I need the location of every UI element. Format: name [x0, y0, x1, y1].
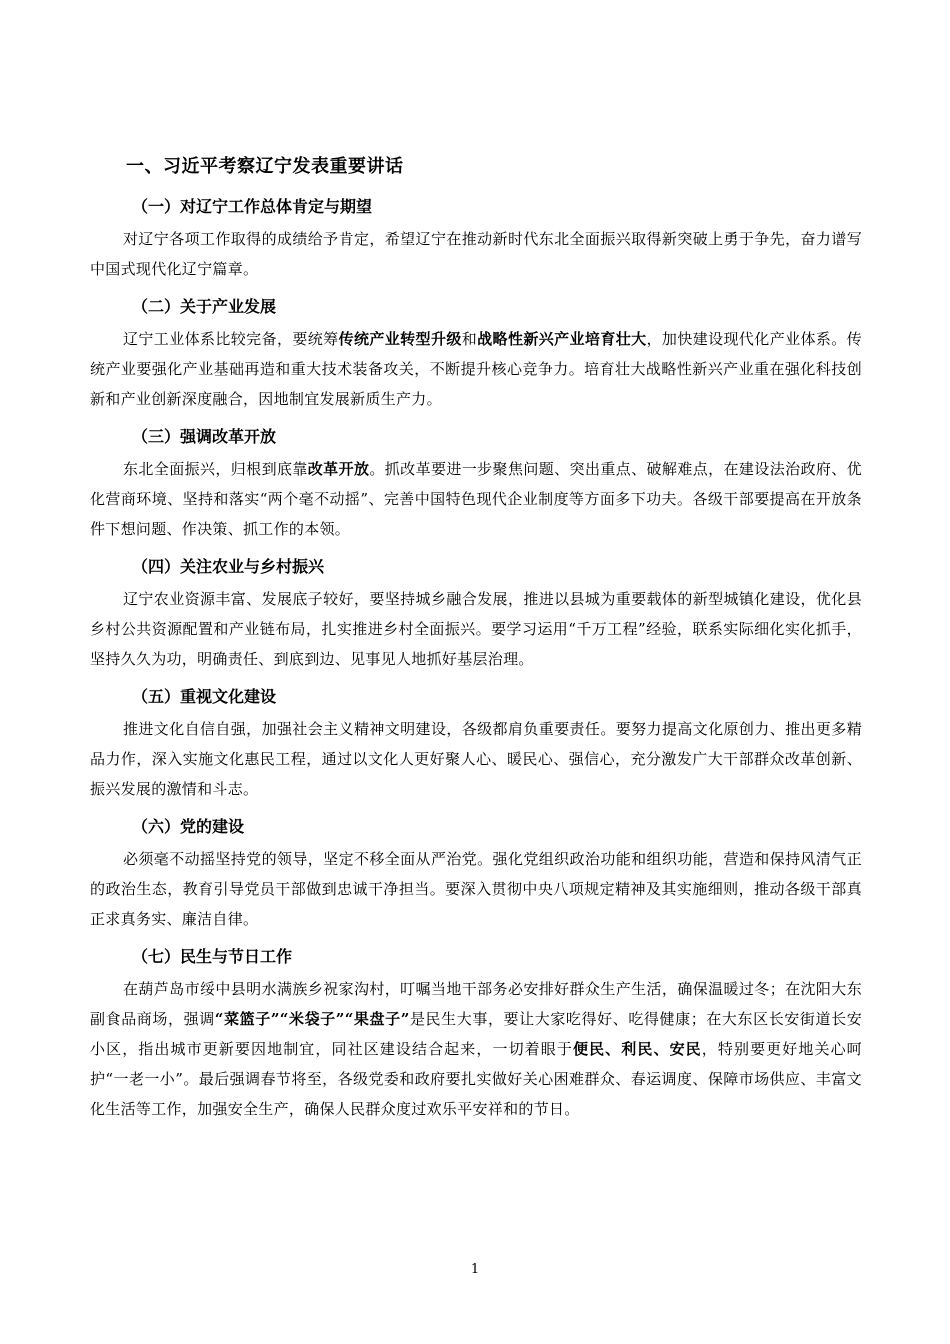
section-heading: （一）对辽宁工作总体肯定与期望 — [132, 197, 373, 216]
text-run: 推进文化自信自强，加强社会主义精神文明建设，各级都肩负重要责任。要努力提高文化原创力、推出更多精品力作，深入实施文化惠民工程，通过以文化人更好聚人心、暖民心、强信心，充分激发广大干部群众改革创新、振兴发展的激情和斗志。 — [90, 720, 862, 798]
emphasis-text: 便民、利民、安民 — [572, 1040, 702, 1058]
section-paragraph — [90, 324, 862, 414]
text-run: 辽宁工业体系比较完备，要统筹 — [123, 330, 339, 348]
emphasis-text: 改革开放 — [307, 460, 370, 478]
section-heading: （三）强调改革开放 — [132, 427, 277, 446]
section-heading: （四）关注农业与乡村振兴 — [132, 557, 325, 576]
section-heading: （五）重视文化建设 — [132, 687, 277, 706]
section-paragraph — [90, 974, 862, 1124]
section-paragraph — [90, 224, 862, 284]
section-2 — [90, 290, 862, 414]
section-6 — [90, 810, 862, 934]
section-1 — [90, 190, 862, 284]
text-run: ，加快建设现代化产业体系。传统产业要强化产业基础再造和重大技术装备攻关，不断提升核心竞争力。培育壮大战略性新兴产业重在强化科技创新和产业创新深度融合，因地制宜发展新质生产力。 — [90, 330, 862, 408]
text-run: 。抓改革要进一步聚焦问题、突出重点、破解难点，在建设法治政府、优化营商环境、坚持和落实“两个毫不动摇”、完善中国特色现代企业制度等方面多下功夫。各级干部要提高在开放条件下想问题、作决策、抓工作的本领。 — [90, 460, 862, 538]
emphasis-text: 战略性新兴产业培育壮大 — [477, 330, 647, 348]
text-run: 和 — [461, 330, 478, 348]
emphasis-text: “菜篮子”“米袋子”“果盘子” — [214, 1010, 410, 1028]
section-heading: （二）关于产业发展 — [132, 297, 277, 316]
section-paragraph — [90, 454, 862, 544]
section-heading: （七）民生与节日工作 — [132, 947, 293, 966]
page-number: 1 — [470, 1262, 480, 1277]
section-4 — [90, 550, 862, 674]
text-run: 东北全面振兴，归根到底靠 — [123, 460, 308, 478]
section-paragraph — [90, 844, 862, 934]
document-body — [90, 150, 862, 1130]
section-heading: （六）党的建设 — [132, 817, 245, 836]
section-7 — [90, 940, 862, 1124]
text-run: 在葫芦岛市绥中县明水满族乡祝家沟村，叮嘱当地干部务必安排好群众生产生活，确保温暖过冬；在沈阳大东副食品商场，强调 — [90, 980, 862, 1028]
text-run: 对辽宁各项工作取得的成绩给予肯定，希望辽宁在推动新时代东北全面振兴取得新突破上勇于争先，奋力谱写中国式现代化辽宁篇章。 — [90, 230, 862, 278]
section-paragraph — [90, 584, 862, 674]
emphasis-text: 传统产业转型升级 — [338, 330, 462, 348]
text-run: 必须毫不动摇坚持党的领导，坚定不移全面从严治党。强化党组织政治功能和组织功能，营造和保持风清气正的政治生态，教育引导党员干部做到忠诚干净担当。要深入贯彻中央八项规定精神及其实施细则，推动各级干部真正求真务实、廉洁自律。 — [90, 850, 862, 928]
section-5 — [90, 680, 862, 804]
section-paragraph — [90, 714, 862, 804]
text-run: 是民生大事，要让大家吃得好、吃得健康；在大东区长安街道长安小区，指出城市更新要因地制宜，同社区建设结合起来，一切着眼于 — [90, 1010, 863, 1058]
text-run: 辽宁农业资源丰富、发展底子较好，要坚持城乡融合发展，推进以县城为重要载体的新型城镇化建设，优化县乡村公共资源配置和产业链布局，扎实推进乡村全面振兴。要学习运用“千万工程”经验，联系实际细化实化抓手，坚持久久为功，明确责任、到底到边、见事见人地抓好基层治理。 — [90, 590, 862, 668]
document-title: 一、习近平考察辽宁发表重要讲话 — [126, 156, 404, 177]
text-run: ，特别要更好地关心呵护“一老一小”。最后强调春节将至，各级党委和政府要扎实做好关心困难群众、春运调度、保障市场供应、丰富文化生活等工作，加强安全生产，确保人民群众度过欢乐平安祥和的节日。 — [90, 1040, 862, 1118]
section-3 — [90, 420, 862, 544]
